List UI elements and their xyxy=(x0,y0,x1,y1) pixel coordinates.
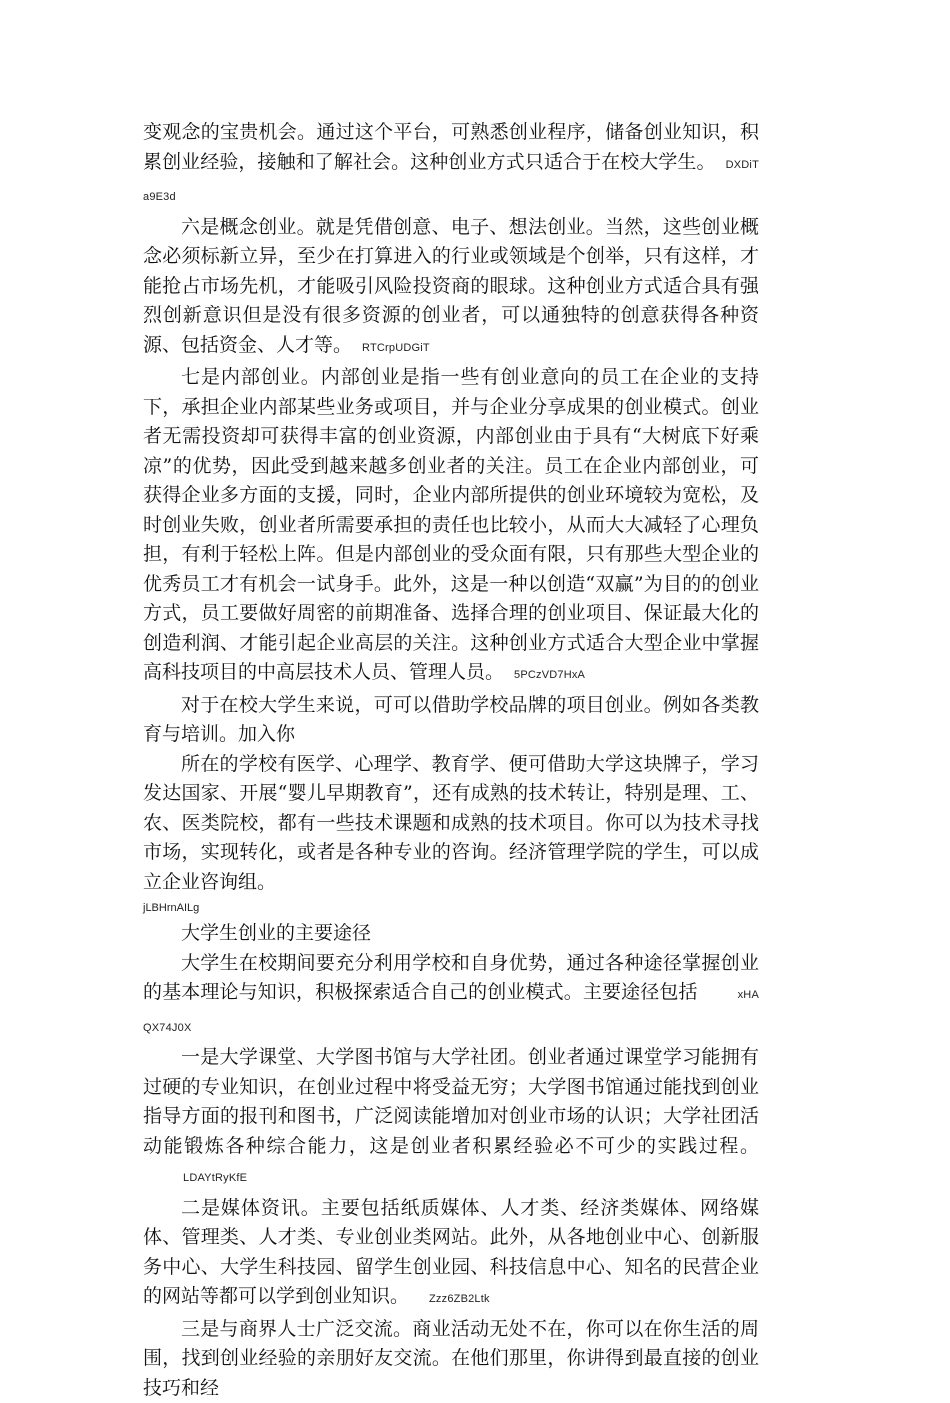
paragraph-7-text: 一是大学课堂、大学图书馆与大学社团。创业者通过课堂学习能拥有过硬的专业知识，在创业过程中将受益无穷；大学图书馆通过能找到创业指导方面的报刊和图书，广泛阅读能增加对创业市场的认识；大学社团活动能锻炼各种综合能力，这是创业者积累经验必不可少的实践过程。 xyxy=(143,1046,759,1157)
paragraph-2-code: RTCrpUDGiT xyxy=(362,342,430,354)
document-page xyxy=(143,118,759,1403)
paragraph-1-code: DXDiTa9E3d xyxy=(143,159,759,204)
paragraph-1 xyxy=(143,118,759,213)
paragraph-internal-startup xyxy=(143,363,759,691)
paragraph-8-code: Zzz6ZB2Ltk xyxy=(429,1293,490,1305)
paragraph-concept-startup xyxy=(143,213,759,364)
paragraph-2-text: 六是概念创业。就是凭借创意、电子、想法创业。当然，这些创业概念必须标新立异，至少在打算进入的行业或领域是个创举，只有这样，才能抢占市场先机，才能吸引风险投资商的眼球。这种创业方式适合具有强烈创新意识但是没有很多资源的创业者，可以通独特的创意获得各种资源、包括资金、人才等。 xyxy=(143,216,759,356)
paragraph-5-text: 所在的学校有医学、心理学、教育学、便可借助大学这块牌子，学习发达国家、开展“婴儿早期教育”，还有成熟的技术转让，特别是理、工、农、医类院校，都有一些技术课题和成熟的技术项目。你可以为技术寻找市场，实现转化，或者是各种专业的咨询。经济管理学院的学生，可以成立企业咨询组。 xyxy=(143,753,759,893)
paragraph-main-routes xyxy=(143,949,759,1044)
paragraph-4-text: 对于在校大学生来说，可可以借助学校品牌的项目创业。例如各类教育与培训。加入你 xyxy=(143,694,759,746)
paragraph-8-text: 二是媒体资讯。主要包括纸质媒体、人才类、经济类媒体、网络媒体、管理类、人才类、专业创业类网站。此外，从各地创业中心、创新服务中心、大学生科技园、留学生创业园、科技信息中心、知名的民营企业的网站等都可以学到创业知识。 xyxy=(143,1197,759,1308)
paragraph-3-code: 5PCzVD7HxA xyxy=(514,669,585,681)
standalone-code: jLBHrnAILg xyxy=(143,897,759,919)
paragraph-classroom-library xyxy=(143,1043,759,1194)
paragraph-3-text: 七是内部创业。内部创业是指一些有创业意向的员工在企业的支持下，承担企业内部某些业务或项目，并与企业分享成果的创业模式。创业者无需投资却可获得丰富的创业资源，内部创业由于具有“大树底下好乘凉”的优势，因此受到越来越多创业者的关注。员工在企业内部创业，可获得企业多方面的支援，同时，企业内部所提供的创业环境较为宽松，及时创业失败，创业者所需要承担的责任也比较小，从而大大减轻了心理负担，有利于轻松上阵。但是内部创业的受众面有限，只有那些大型企业的优秀员工才有机会一试身手。此外，这是一种以创造“双赢”为目的的创业方式，员工要做好周密的前期准备、选择合理的创业项目、保证最大化的创造利润、才能引起企业高层的关注。这种创业方式适合大型企业中掌握高科技项目的中高层技术人员、管理人员。 xyxy=(143,366,759,683)
section-heading: 大学生创业的主要途径 xyxy=(143,919,759,949)
paragraph-6-code: xHAQX74J0X xyxy=(143,989,759,1034)
paragraph-school-majors xyxy=(143,750,759,898)
paragraph-school-brand xyxy=(143,691,759,750)
paragraph-media xyxy=(143,1194,759,1315)
paragraph-9-text: 三是与商界人士广泛交流。商业活动无处不在，你可以在你生活的周围，找到创业经验的亲朋好友交流。在他们那里，你讲得到最直接的创业技巧和经 xyxy=(143,1318,759,1399)
paragraph-6-text: 大学生在校期间要充分利用学校和自身优势，通过各种途径掌握创业的基本理论与知识，积极探索适合自己的创业模式。主要途径包括 xyxy=(143,952,759,1004)
paragraph-1-text: 变观念的宝贵机会。通过这个平台，可熟悉创业程序，储备创业知识，积累创业经验，接触和了解社会。这种创业方式只适合于在校大学生。 xyxy=(143,121,759,173)
paragraph-business-exchange xyxy=(143,1315,759,1403)
paragraph-7-code: LDAYtRyKfE xyxy=(183,1172,247,1184)
